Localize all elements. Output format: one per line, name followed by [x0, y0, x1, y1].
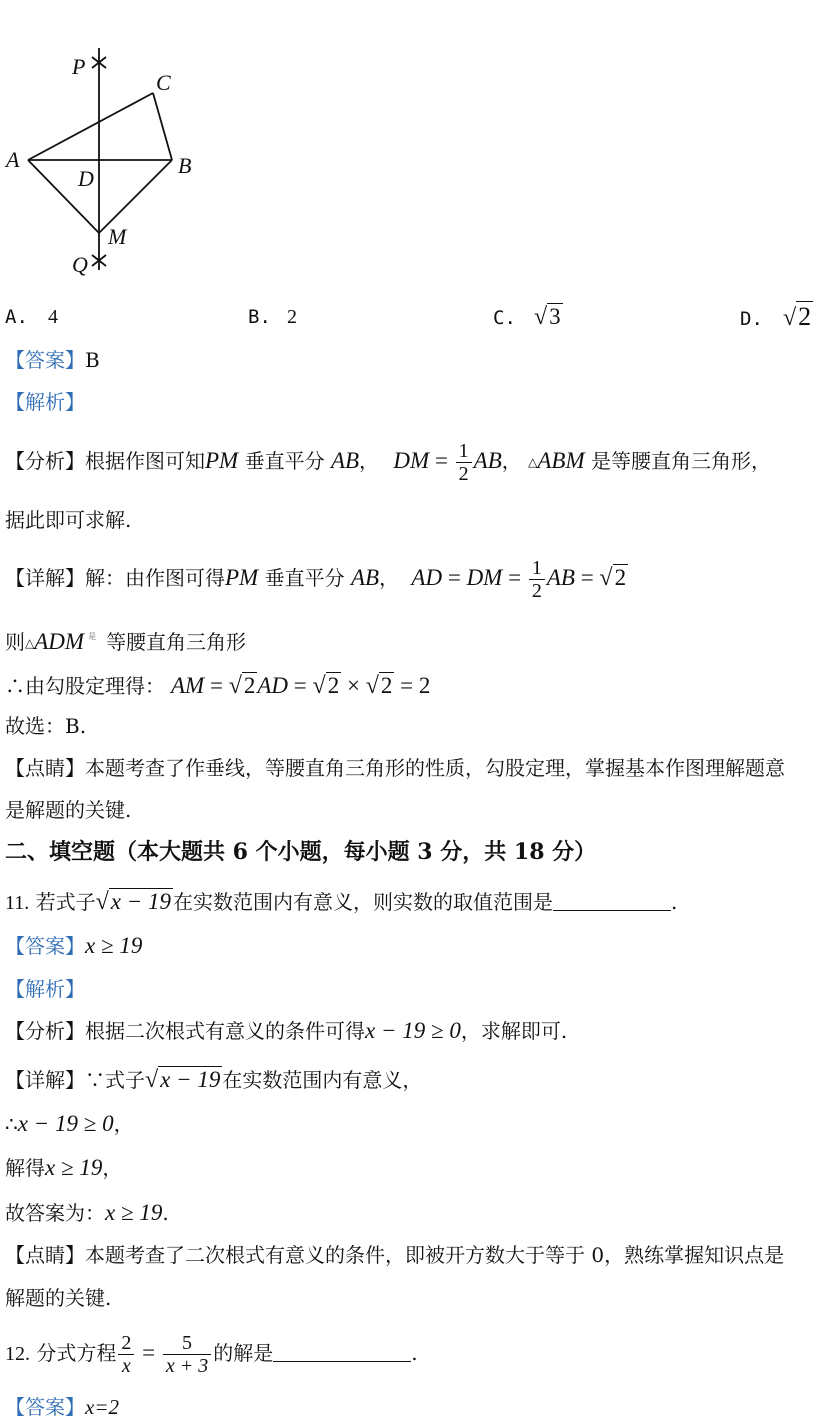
step-text: 故答案为：: [5, 1201, 105, 1225]
label-a: A: [6, 147, 20, 172]
triangle-symbol: △: [25, 636, 35, 650]
math-am: AM: [171, 673, 205, 698]
math-ad: AD: [257, 673, 289, 698]
option-d-letter: D.: [740, 308, 763, 330]
q12-answer-line: [5, 1394, 119, 1420]
option-c-letter: C.: [493, 307, 516, 329]
option-d-sqrt: √2: [782, 302, 812, 331]
math-ineq: x ≥ 19: [105, 1200, 163, 1225]
math-times: ×: [341, 673, 366, 698]
radicand: 2: [380, 673, 393, 698]
option-d-radicand: 2: [798, 302, 812, 331]
math-adm: ADM: [34, 629, 85, 654]
option-b-value: 2: [286, 306, 297, 328]
math-ab: AB: [330, 448, 360, 473]
fraction-2-over-x: [118, 1332, 134, 1377]
guxuan-text: 故选：B.: [5, 714, 87, 738]
q10-guxuan-line: [5, 713, 86, 739]
q11-answer-line: [5, 933, 142, 959]
math-ineq: x − 19 ≥ 0: [365, 1018, 461, 1043]
q10-answer: B: [85, 348, 100, 372]
section-heading: 二、填空题（本大题共 6 个小题，每小题 3 分，共 18 分）: [5, 839, 597, 865]
answer-tag: 【答案】: [5, 934, 85, 958]
q10-fenxi-line: [5, 436, 771, 487]
math-ab: AB: [473, 448, 502, 473]
dianjing-text: 是解题的关键.: [5, 798, 132, 822]
math-eq: =: [136, 1340, 161, 1365]
punct: .: [671, 890, 678, 914]
q10-fenxi-line2: [5, 507, 131, 533]
xiangjie-tag: 【详解】: [5, 1068, 85, 1092]
geometry-figure: [0, 40, 230, 280]
option-c-sqrt: √3: [533, 304, 561, 330]
question-text: 分式方程: [30, 1341, 117, 1365]
fraction-5-over-x-plus-3: [163, 1332, 211, 1377]
line-cb: [153, 93, 172, 160]
q11-step2-line: [5, 1155, 122, 1181]
q11-dianjing-line: [5, 1242, 784, 1268]
math-eq: =: [574, 565, 600, 590]
radicand: 2: [327, 673, 340, 698]
q10-dianjing-line2: [5, 797, 131, 823]
sqrt-expr: √x − 19: [95, 889, 172, 915]
answer-tag: 【答案】: [5, 348, 85, 372]
analysis-tag: 【解析】: [5, 390, 85, 414]
line-mb: [99, 160, 172, 233]
q11-step1-line: [5, 1111, 134, 1137]
math-ab: AB: [350, 565, 380, 590]
punct: ，: [113, 1112, 134, 1136]
radicand: 2: [614, 565, 627, 590]
q12-answer: x=2: [85, 1395, 119, 1419]
fenxi-text: 根据作图可知: [85, 449, 205, 473]
fraction-half: [529, 557, 545, 602]
frac-num: 1: [456, 440, 472, 463]
dianjing-text: 解题的关键.: [5, 1286, 112, 1310]
option-c-radicand: 3: [549, 304, 561, 329]
fenxi-tag: 【分析】: [5, 449, 85, 473]
frac-num: 1: [529, 557, 545, 580]
radicand: 2: [243, 673, 256, 698]
q10-ze-line: [5, 624, 246, 656]
option-c: [493, 304, 563, 331]
question-text: 在实数范围内有意义，则实数的取值范围是: [173, 890, 554, 914]
small-mark: 是: [88, 632, 97, 641]
frac-den: x + 3: [165, 1355, 209, 1377]
q11-answer: x ≥ 19: [85, 933, 143, 958]
option-b: [248, 304, 297, 330]
xiangjie-text: ∵式子: [85, 1068, 145, 1092]
xiangjie-text: 解：由作图可得: [85, 566, 225, 590]
option-a-letter: A.: [5, 306, 28, 328]
question-text: 若式子: [29, 890, 96, 914]
fenxi-text: 据此即可求解.: [5, 508, 132, 532]
math-eq: =: [442, 565, 467, 590]
sqrt-2: √2: [599, 565, 627, 591]
q11-dianjing-line2: [5, 1285, 111, 1311]
xiangjie-tag: 【详解】: [5, 566, 85, 590]
option-a: [5, 304, 58, 330]
dianjing-text: 本题考查了作垂线，等腰直角三角形的性质，勾股定理，掌握基本作图理解题意: [85, 756, 785, 780]
label-q: Q: [72, 252, 88, 277]
ze-text: 则: [5, 630, 25, 654]
q11-xiangjie-line: [5, 1064, 422, 1096]
math-pm: PM: [205, 448, 239, 473]
q11-question-line: [5, 886, 677, 919]
fraction-half: [456, 440, 472, 485]
math-ab: AB: [546, 565, 575, 590]
math-eq: =: [429, 448, 454, 473]
math-result: = 2: [394, 673, 431, 698]
fenxi-text: 根据二次根式有意义的条件可得: [85, 1019, 365, 1043]
math-eq: =: [288, 673, 313, 698]
label-d: D: [78, 166, 94, 191]
question-number: 11.: [5, 892, 30, 914]
q10-xiangjie-line: [5, 553, 628, 603]
math-eq: =: [204, 673, 229, 698]
frac-den: 2: [458, 463, 469, 485]
dianjing-tag: 【点睛】: [5, 756, 85, 780]
math-dm: DM: [466, 565, 503, 590]
radicand: x − 19: [110, 889, 172, 914]
q12-question-line: [5, 1328, 418, 1379]
q10-gougu-line: [5, 668, 430, 704]
frac-num: 5: [163, 1332, 211, 1355]
label-c: C: [156, 70, 171, 95]
fenxi-text: ，求解即可.: [460, 1019, 568, 1043]
q11-fenxi-line: [5, 1018, 567, 1044]
radicand: x − 19: [160, 1067, 221, 1092]
math-ad: AD: [411, 565, 443, 590]
fenxi-text: 是等腰直角三角形，: [584, 449, 771, 473]
math-pm: PM: [225, 565, 259, 590]
math-ineq: x ≥ 19: [45, 1155, 103, 1180]
label-m: M: [108, 224, 127, 249]
answer-blank: [553, 892, 671, 911]
punct: ，: [501, 449, 522, 473]
q10-analysis-line: [5, 389, 85, 415]
answer-tag: 【答案】: [5, 1395, 85, 1419]
frac-den: x: [121, 1355, 131, 1377]
question-number: 12.: [5, 1343, 30, 1365]
step-text: 解得: [5, 1156, 45, 1180]
punct: ，: [102, 1156, 123, 1180]
math-ineq: x − 19 ≥ 0: [17, 1111, 114, 1136]
therefore-symbol: ∴: [5, 1112, 18, 1136]
label-p: P: [72, 54, 86, 79]
dianjing-text: 本题考查了二次根式有意义的条件，即被开方数大于等于 0，熟练掌握知识点是: [85, 1243, 785, 1267]
sqrt-2: √2: [228, 673, 256, 699]
option-d: [740, 304, 813, 332]
analysis-tag: 【解析】: [5, 977, 85, 1001]
gougu-text: ∴由勾股定理得：: [5, 674, 165, 698]
dianjing-tag: 【点睛】: [5, 1243, 85, 1267]
sqrt-expr: √x − 19: [145, 1067, 221, 1093]
q10-dianjing-line: [5, 755, 785, 781]
q10-answer-line: [5, 347, 100, 373]
math-dm: DM: [393, 448, 430, 473]
option-b-letter: B.: [248, 306, 271, 328]
q11-analysis-line: [5, 976, 85, 1002]
answer-blank: [273, 1343, 411, 1362]
punct: ，: [379, 566, 400, 590]
option-a-value: 4: [47, 306, 58, 328]
label-b: B: [178, 153, 192, 178]
sqrt-2: √2: [365, 673, 393, 699]
math-abm: ABM: [537, 448, 585, 473]
frac-num: 2: [118, 1332, 134, 1355]
punct: ，: [359, 449, 380, 473]
fenxi-text: 垂直平分: [238, 449, 331, 473]
question-text: 的解是: [213, 1341, 274, 1365]
triangle-symbol: △: [528, 455, 538, 469]
xiangjie-text: 垂直平分: [258, 566, 351, 590]
xiangjie-text: 在实数范围内有意义，: [222, 1068, 423, 1092]
frac-den: 2: [531, 580, 542, 602]
punct: .: [162, 1201, 169, 1225]
punct: .: [411, 1341, 418, 1365]
sqrt-2: √2: [312, 673, 340, 699]
ze-text: 等腰直角三角形: [106, 630, 247, 654]
q11-step3-line: [5, 1200, 169, 1226]
line-ac: [28, 93, 153, 160]
math-eq: =: [502, 565, 527, 590]
fenxi-tag: 【分析】: [5, 1019, 85, 1043]
